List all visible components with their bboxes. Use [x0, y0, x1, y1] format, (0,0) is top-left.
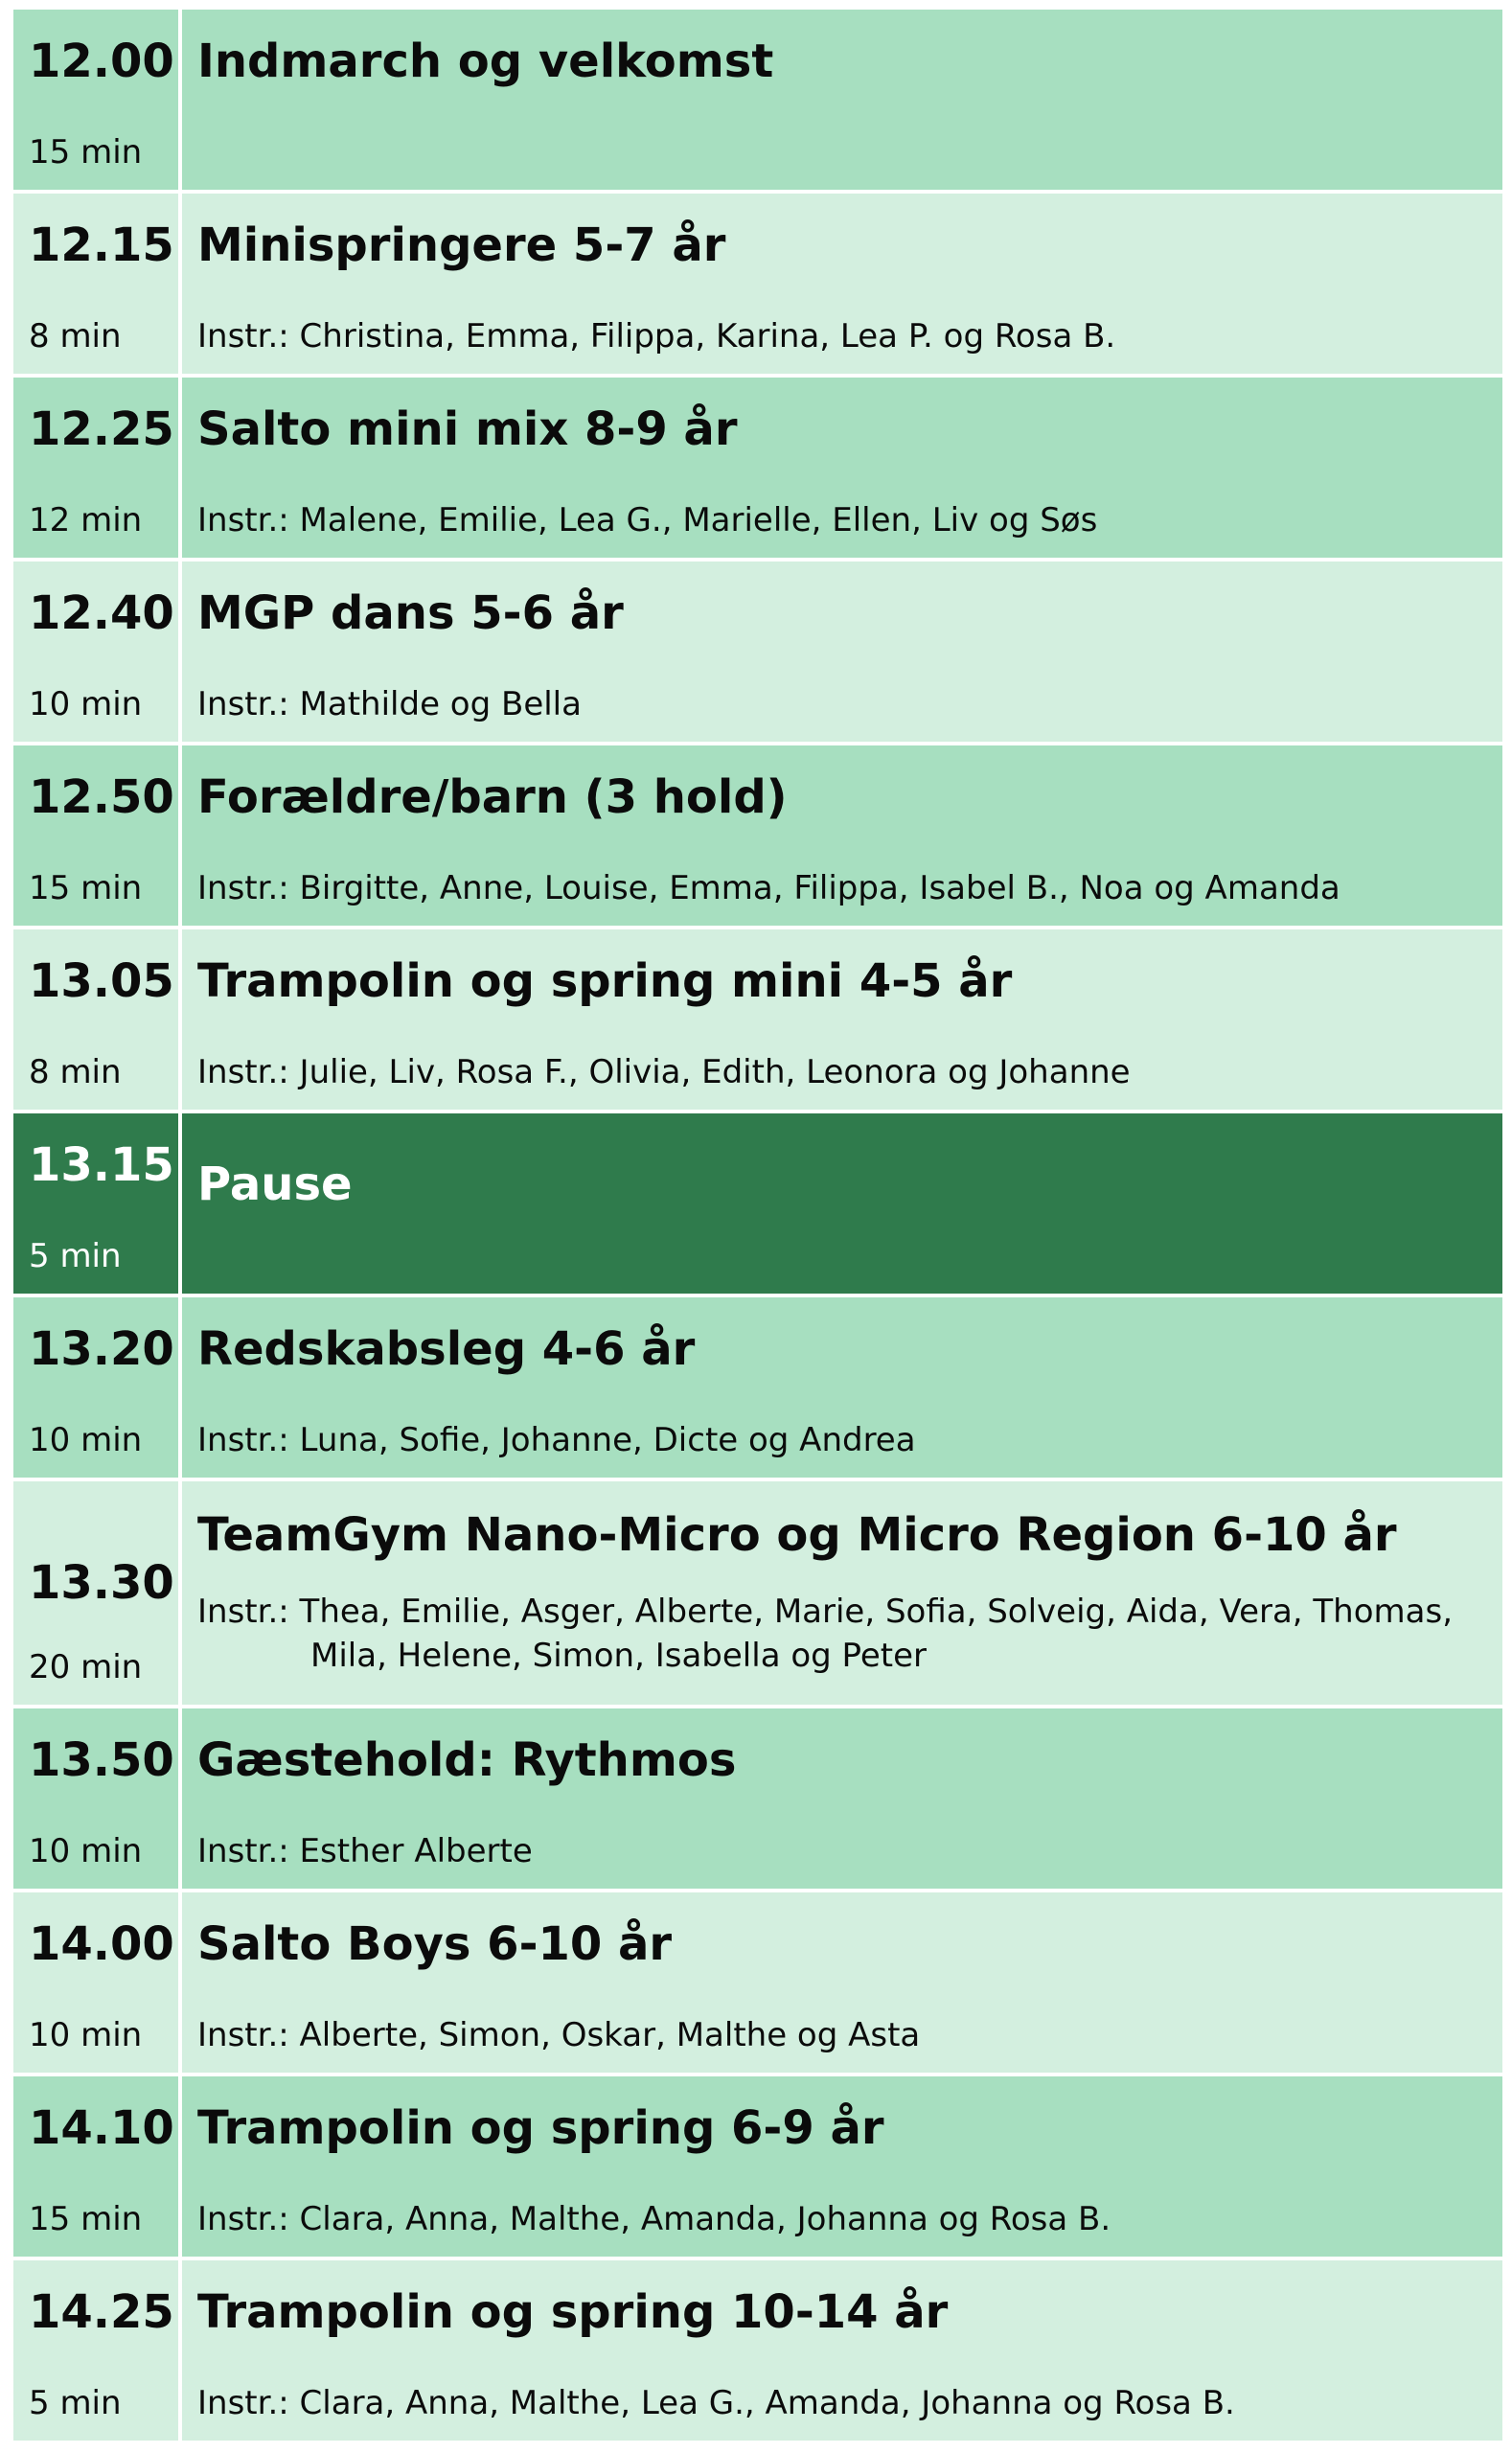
start-time: 13.20 [29, 1322, 174, 1376]
item-title: Minispringere 5-7 år [197, 218, 726, 272]
program-schedule [13, 10, 1502, 2444]
schedule-row [13, 378, 1502, 558]
item-content [182, 1481, 1502, 1705]
schedule-row [13, 1892, 1502, 2073]
time-cell [13, 1297, 182, 1478]
duration: 5 min [29, 2384, 122, 2422]
instructors: Instr.: Mathilde og Bella [197, 685, 582, 723]
start-time: 13.30 [29, 1556, 174, 1610]
instructors [197, 1590, 1453, 1678]
time-cell [13, 2260, 182, 2441]
item-title: Trampolin og spring mini 4-5 år [197, 954, 1013, 1008]
start-time: 12.15 [29, 218, 174, 272]
instructors: Instr.: Julie, Liv, Rosa F., Olivia, Edith, Leonora og Johanne [197, 1053, 1131, 1091]
item-content [182, 745, 1502, 926]
start-time: 14.25 [29, 2285, 174, 2339]
time-cell [13, 745, 182, 926]
duration: 10 min [29, 1421, 143, 1459]
schedule-row [13, 929, 1502, 1110]
start-time: 13.15 [29, 1138, 174, 1192]
item-content [182, 2076, 1502, 2257]
duration: 8 min [29, 1053, 122, 1091]
start-time: 12.00 [29, 34, 174, 88]
item-content [182, 1297, 1502, 1478]
schedule-row [13, 2076, 1502, 2257]
item-title: TeamGym Nano-Micro og Micro Region 6-10 år [197, 1508, 1397, 1562]
time-cell [13, 1113, 182, 1294]
time-cell [13, 929, 182, 1110]
item-content [182, 929, 1502, 1110]
time-cell [13, 194, 182, 374]
item-content [182, 378, 1502, 558]
item-title: Pause [197, 1158, 353, 1211]
duration: 15 min [29, 133, 143, 172]
time-cell [13, 562, 182, 742]
duration: 10 min [29, 685, 143, 723]
time-cell [13, 378, 182, 558]
start-time: 12.25 [29, 402, 174, 456]
instructors: Instr.: Birgitte, Anne, Louise, Emma, Filippa, Isabel B., Noa og Amanda [197, 869, 1340, 907]
duration: 12 min [29, 501, 143, 539]
time-cell [13, 1481, 182, 1705]
schedule-row-pause [13, 1113, 1502, 1294]
start-time: 14.00 [29, 1917, 174, 1971]
start-time: 14.10 [29, 2101, 174, 2155]
schedule-row [13, 2260, 1502, 2441]
time-cell [13, 2076, 182, 2257]
schedule-row [13, 562, 1502, 742]
item-content [182, 194, 1502, 374]
time-cell [13, 10, 182, 190]
schedule-row [13, 745, 1502, 926]
item-content [182, 2260, 1502, 2441]
instructors: Instr.: Clara, Anna, Malthe, Lea G., Amanda, Johanna og Rosa B. [197, 2384, 1235, 2422]
start-time: 13.05 [29, 954, 174, 1008]
instructors: Instr.: Alberte, Simon, Oskar, Malthe og Asta [197, 2016, 921, 2054]
item-title: Salto Boys 6-10 år [197, 1917, 673, 1971]
item-title: Forældre/barn (3 hold) [197, 770, 788, 824]
start-time: 12.50 [29, 770, 174, 824]
duration: 15 min [29, 869, 143, 907]
start-time: 13.50 [29, 1733, 174, 1787]
item-title: Gæstehold: Rythmos [197, 1733, 737, 1787]
item-title: Salto mini mix 8-9 år [197, 402, 738, 456]
instructors: Instr.: Christina, Emma, Filippa, Karina, Lea P. og Rosa B. [197, 317, 1116, 355]
duration: 15 min [29, 2200, 143, 2238]
item-content [182, 1708, 1502, 1889]
item-title: Trampolin og spring 10-14 år [197, 2285, 949, 2339]
item-title: Indmarch og velkomst [197, 34, 774, 88]
item-title: Trampolin og spring 6-9 år [197, 2101, 884, 2155]
instructors: Instr.: Malene, Emilie, Lea G., Marielle, Ellen, Liv og Søs [197, 501, 1098, 539]
time-cell [13, 1708, 182, 1889]
duration: 10 min [29, 2016, 143, 2054]
time-cell [13, 1892, 182, 2073]
schedule-row [13, 1297, 1502, 1478]
duration: 10 min [29, 1832, 143, 1870]
duration: 8 min [29, 317, 122, 355]
duration: 5 min [29, 1237, 122, 1275]
schedule-row [13, 194, 1502, 374]
schedule-row [13, 1708, 1502, 1889]
start-time: 12.40 [29, 586, 174, 640]
schedule-row [13, 10, 1502, 190]
item-content [182, 1892, 1502, 2073]
item-title: MGP dans 5-6 år [197, 586, 624, 640]
instructors-line-1: Instr.: Thea, Emilie, Asger, Alberte, Marie, Sofia, Solveig, Aida, Vera, Thomas, [197, 1593, 1454, 1631]
item-title: Redskabsleg 4-6 år [197, 1322, 696, 1376]
item-content [182, 10, 1502, 190]
duration: 20 min [29, 1648, 143, 1686]
instructors-line-2: Mila, Helene, Simon, Isabella og Peter [310, 1637, 927, 1675]
item-content [182, 1113, 1502, 1294]
item-content [182, 562, 1502, 742]
schedule-row [13, 1481, 1502, 1705]
instructors: Instr.: Esther Alberte [197, 1832, 533, 1870]
instructors: Instr.: Luna, Sofie, Johanne, Dicte og Andrea [197, 1421, 916, 1459]
instructors: Instr.: Clara, Anna, Malthe, Amanda, Johanna og Rosa B. [197, 2200, 1111, 2238]
